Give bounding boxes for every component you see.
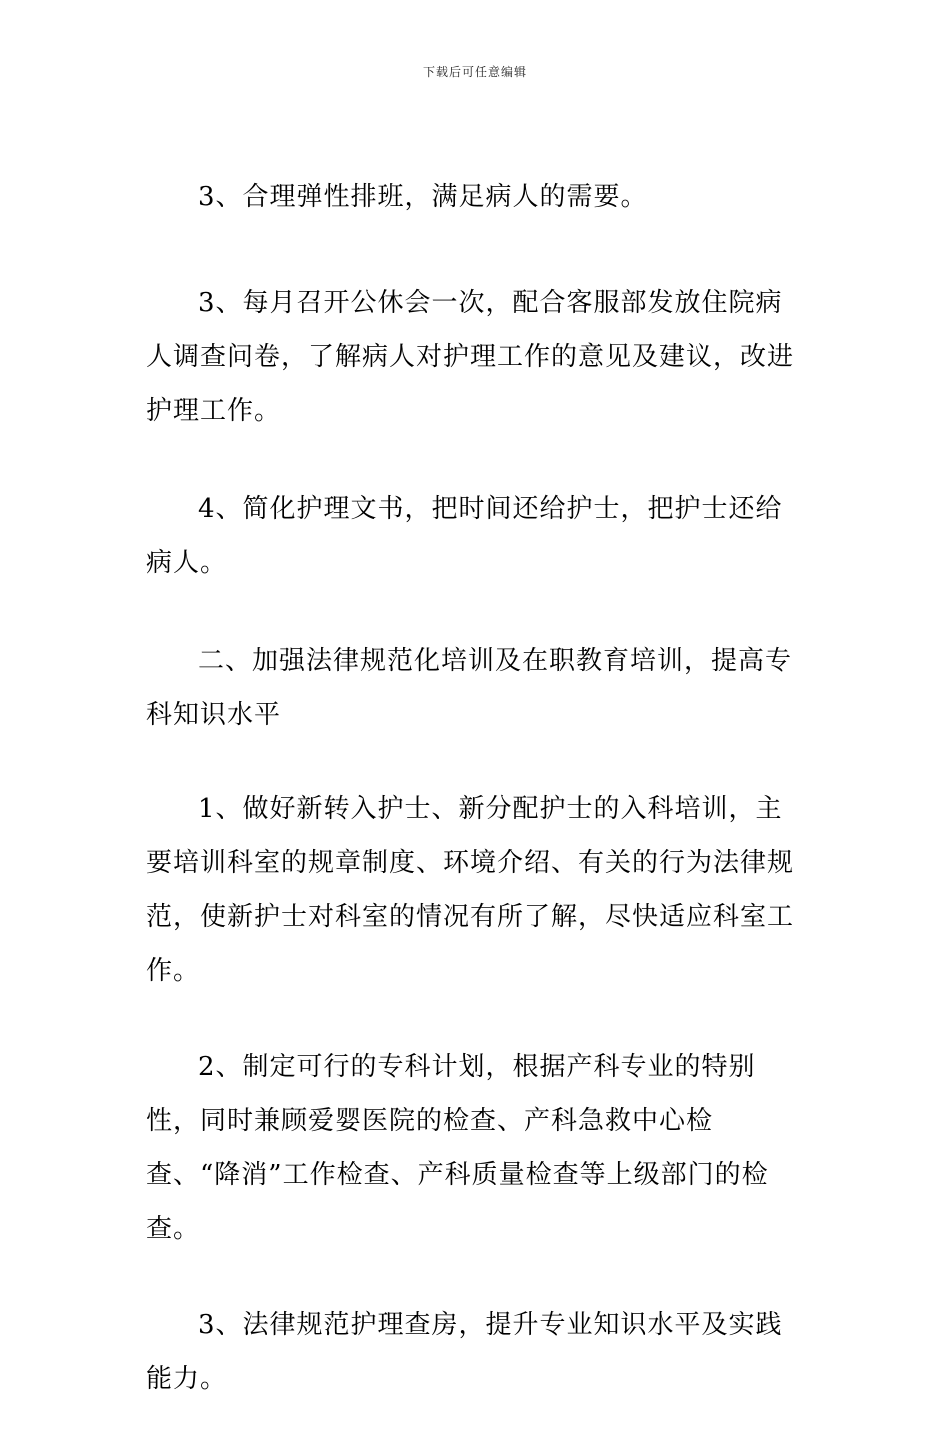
document-body [146, 170, 806, 1446]
paragraph: 2、制定可行的专科计划，根据产科专业的特别性，同时兼顾爱婴医院的检查、产科急救中心检查、“降消”工作检查、产科质量检查等上级部门的检查。 [146, 1052, 769, 1244]
paragraph: 1、做好新转入护士、新分配护士的入科培训，主要培训科室的规章制度、环境介绍、有关的行为法律规范，使新护士对科室的情况有所了解，尽快适应科室工作。 [146, 794, 795, 986]
paragraph: 3、每月召开公休会一次，配合客服部发放住院病人调查问卷，了解病人对护理工作的意见及建议，改进护理工作。 [146, 288, 795, 426]
paragraph: 4、简化护理文书，把时间还给护士，把护士还给病人。 [146, 494, 783, 578]
header-note: 下载后可任意编辑 [422, 65, 527, 79]
paragraph: 3、法律规范护理查房，提升专业知识水平及实践能力。 [146, 1310, 783, 1394]
paragraph: 3、合理弹性排班，满足病人的需要。 [198, 182, 648, 212]
section-heading: 二、加强法律规范化培训及在职教育培训，提高专科知识水平 [146, 646, 793, 730]
